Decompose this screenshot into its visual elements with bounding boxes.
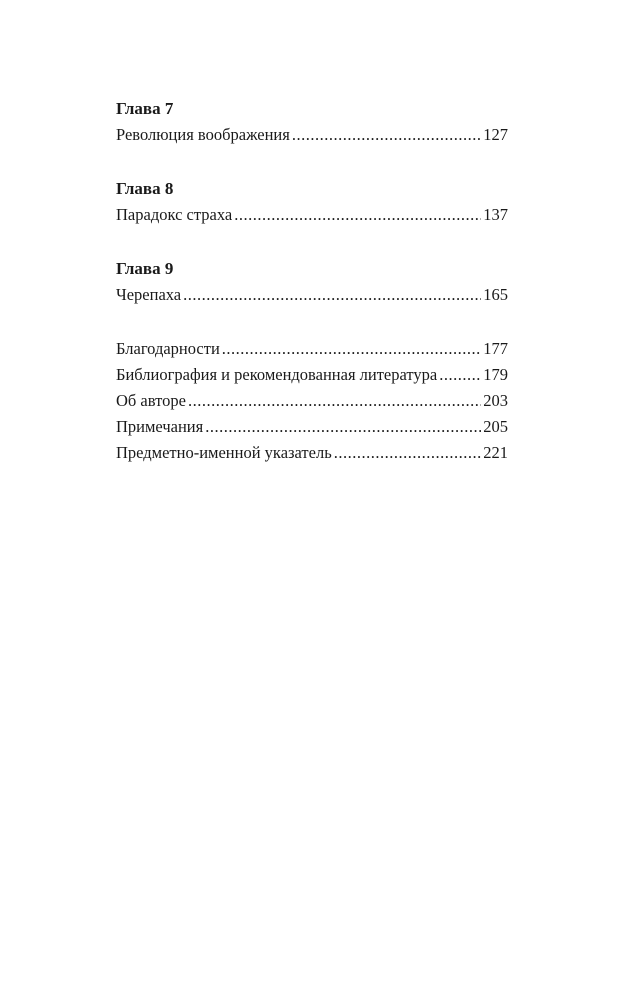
- toc-entry: [116, 282, 508, 308]
- chapter-8: [116, 176, 508, 228]
- chapter-heading: Глава 7: [116, 99, 174, 118]
- dot-leader: [334, 440, 482, 466]
- toc-entry-page: 221: [483, 443, 508, 462]
- toc-entry: [116, 440, 508, 466]
- dot-leader: [234, 202, 481, 228]
- toc-entry: [116, 362, 508, 388]
- dot-leader: [205, 414, 481, 440]
- dot-leader: [222, 336, 481, 362]
- toc-entry: [116, 414, 508, 440]
- toc-entry-title: Парадокс страха: [116, 205, 233, 224]
- chapter-heading: Глава 8: [116, 179, 174, 198]
- toc-entry-page: 137: [483, 205, 508, 224]
- dot-leader: [439, 362, 481, 388]
- toc-entry-title: Библиография и рекомендованная литература: [116, 365, 438, 384]
- toc-entry: [116, 388, 508, 414]
- toc-entry-page: 203: [483, 391, 508, 410]
- toc-entry: [116, 122, 508, 148]
- table-of-contents: [116, 96, 508, 466]
- toc-entry-page: 165: [483, 285, 508, 304]
- toc-entry-title: Революция воображения: [116, 125, 290, 144]
- toc-entry-page: 177: [483, 339, 508, 358]
- toc-entry: [116, 336, 508, 362]
- chapter-9: [116, 256, 508, 308]
- dot-leader: [183, 282, 481, 308]
- toc-entry-title: Об авторе: [116, 391, 186, 410]
- chapter-7: [116, 96, 508, 148]
- toc-entry: [116, 202, 508, 228]
- toc-entry-page: 205: [483, 417, 508, 436]
- dot-leader: [292, 122, 481, 148]
- toc-entry-title: Предметно-именной указатель: [116, 443, 332, 462]
- backmatter-list: [116, 336, 508, 466]
- dot-leader: [188, 388, 481, 414]
- toc-entry-title: Благодарности: [116, 339, 220, 358]
- toc-entry-title: Черепаха: [116, 285, 182, 304]
- chapter-heading: Глава 9: [116, 259, 174, 278]
- toc-entry-page: 179: [483, 365, 508, 384]
- toc-entry-page: 127: [483, 125, 508, 144]
- toc-entry-title: Примечания: [116, 417, 204, 436]
